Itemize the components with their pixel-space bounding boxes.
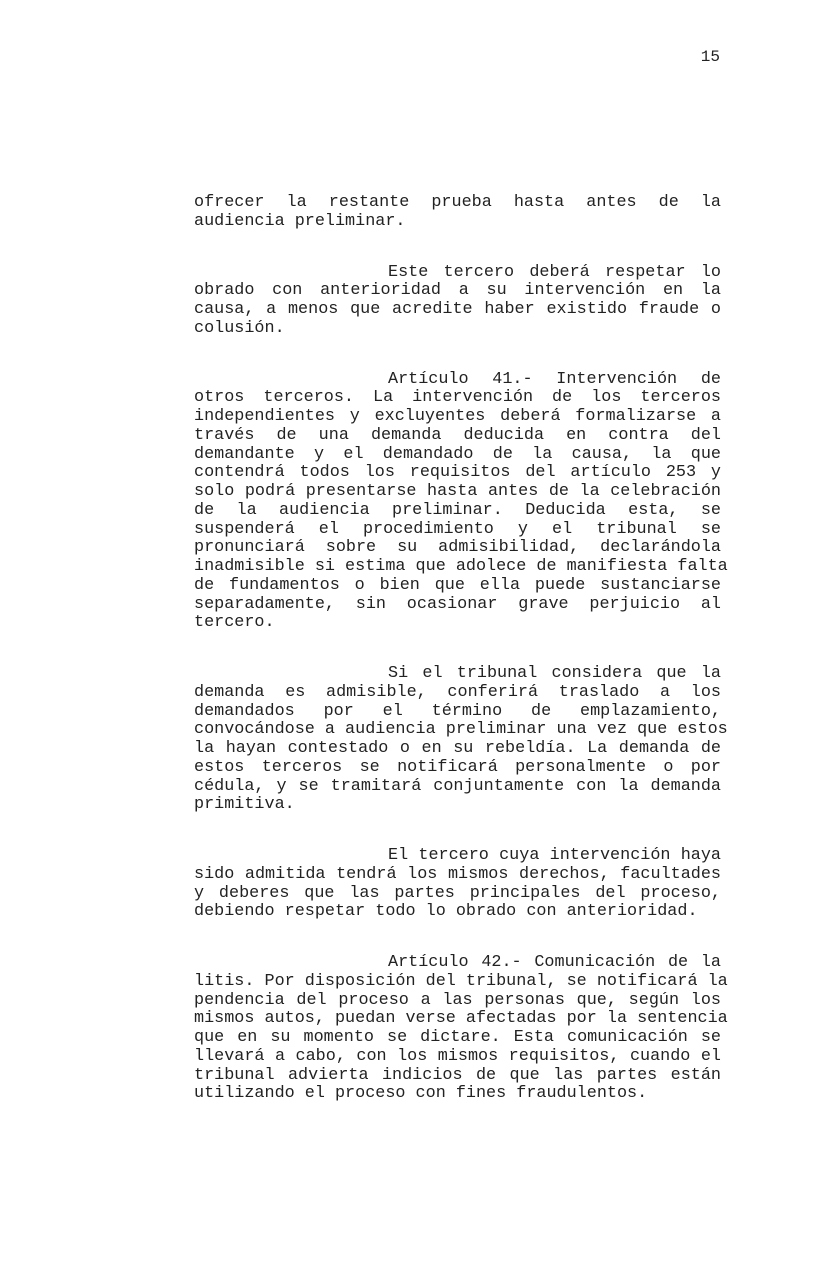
paragraph [194,664,728,815]
text-line: Artículo 41.- Intervención de [388,369,721,389]
text-line: inadmisible si estima que adolece de manifiesta falta [194,557,728,576]
paragraph [194,847,721,922]
text-line: Este tercero deberá respetar lo [388,262,721,282]
text-line: tercero. [194,613,275,633]
text-line: de la audiencia preliminar. Deducida esta, se [194,500,721,520]
paragraph [194,194,721,232]
text-line: Artículo 42.- Comunicación de la [388,953,721,972]
text-line: que en su momento se dictare. Esta comunicación se [194,1028,721,1047]
page-number: 15 [700,48,720,66]
text-line: pendencia del proceso a las personas que, según los [194,990,721,1010]
paragraph [194,953,728,1104]
text-line: mismos autos, puedan verse afectadas por la sentencia [194,1009,728,1029]
text-line: la hayan contestado o en su rebeldía. La demanda de [194,739,721,758]
text-line: debiendo respetar todo lo obrado con anterioridad. [194,902,698,922]
text-line: causa, a menos que acredite haber existido fraude o [194,300,721,319]
text-line: demandados por el término de emplazamiento, [194,701,721,721]
text-line: suspenderá el procedimiento y el tribunal se [194,519,721,539]
text-line: de fundamentos o bien que ella puede sustanciarse [194,575,721,595]
text-line: Si el tribunal considera que la [388,664,721,683]
text-line: demanda es admisible, conferirá traslado a los [194,682,721,702]
text-line: obrado con anterioridad a su intervención en la [194,281,721,301]
text-line: otros terceros. La intervención de los terceros [194,388,721,408]
paragraph [194,369,728,634]
text-line: llevará a cabo, con los mismos requisitos, cuando el [194,1046,721,1066]
document-body [194,193,728,1136]
text-line: ofrecer la restante prueba hasta antes de la [194,193,721,212]
text-line: pronunciará sobre su admisibilidad, declarándola [194,538,721,558]
text-line: utilizando el proceso con fines fraudulentos. [194,1084,648,1104]
text-line: tribunal advierta indicios de que las partes están [194,1065,721,1085]
paragraph [194,264,721,339]
text-line: estos terceros se notificará personalmente o por [194,757,721,777]
text-line: El tercero cuya intervención haya [388,846,721,865]
text-line: solo podrá presentarse hasta antes de la celebración [194,482,721,501]
text-line: y deberes que las partes principales del proceso, [194,883,721,903]
text-line: colusión. [194,318,285,338]
text-line: demandante y el demandado de la causa, la que [194,444,721,464]
text-line: través de una demanda deducida en contra del [194,425,721,445]
text-line: litis. Por disposición del tribunal, se notificará la [194,971,728,991]
text-line: independientes y excluyentes deberá formalizarse a [194,407,721,426]
text-line: contendrá todos los requisitos del artículo 253 y [194,463,721,483]
text-line: convocándose a audiencia preliminar una vez que estos [194,720,728,740]
text-line: separadamente, sin ocasionar grave perjuicio al [194,594,721,614]
text-line: sido admitida tendrá los mismos derechos, facultades [194,864,721,884]
text-line: primitiva. [194,795,295,815]
text-line: cédula, y se tramitará conjuntamente con la demanda [194,776,721,796]
text-line: audiencia preliminar. [194,211,406,231]
